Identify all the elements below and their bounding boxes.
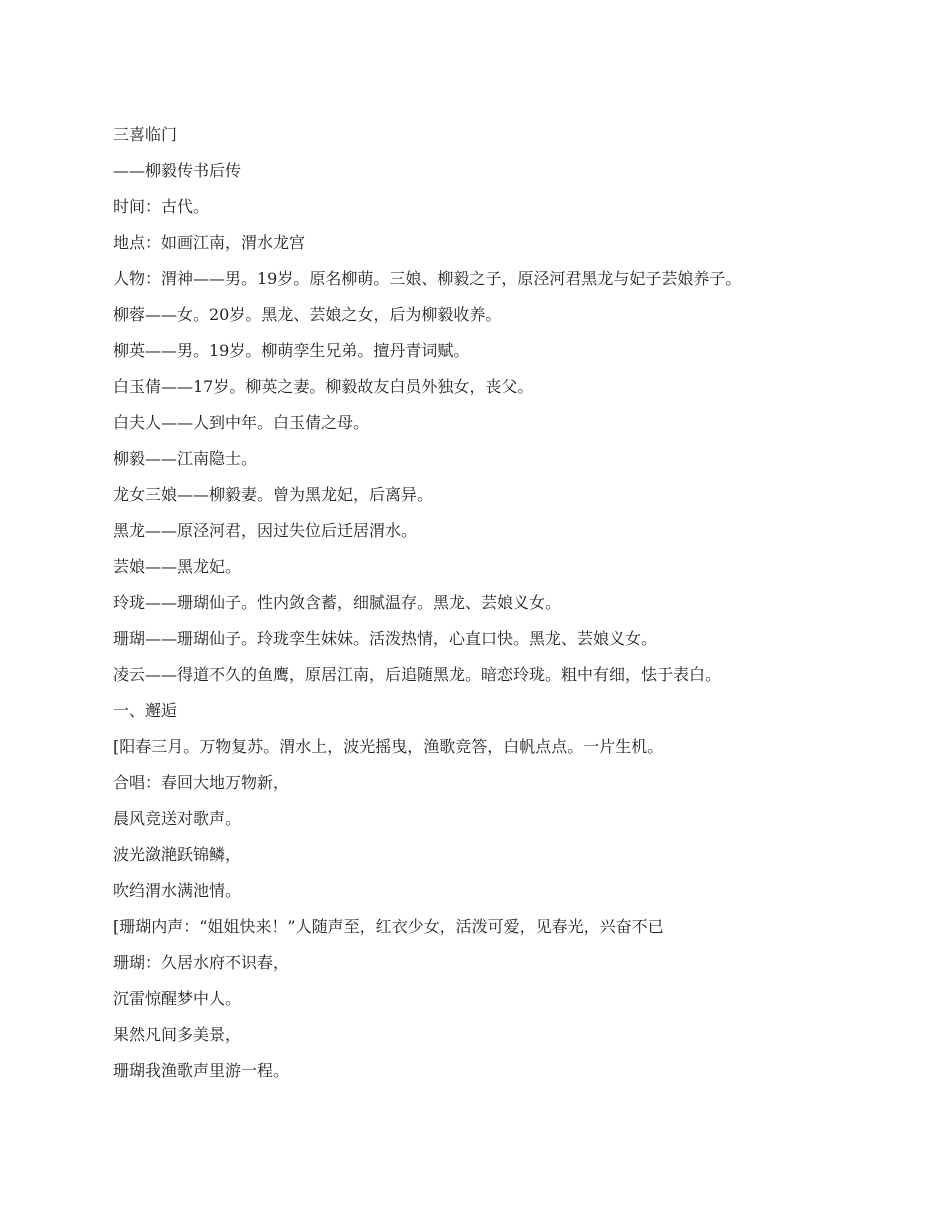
character-liurong: 柳蓉——女。20岁。黑龙、芸娘之女，后为柳毅收养。 xyxy=(113,305,502,324)
verse-line: 晨风竞送对歌声。 xyxy=(113,809,242,828)
verse-line: 合唱：春回大地万物新， xyxy=(113,773,290,792)
doc-subtitle: ——柳毅传书后传 xyxy=(113,161,242,180)
character-shanhu: 珊瑚——珊瑚仙子。玲珑孪生妹妹。活泼热情，心直口快。黑龙、芸娘义女。 xyxy=(113,629,658,648)
character-heilong: 黑龙——原泾河君，因过失位后迁居渭水。 xyxy=(113,521,418,540)
doc-title: 三喜临门 xyxy=(113,125,178,144)
verse-line: 沉雷惊醒梦中人。 xyxy=(113,989,242,1008)
character-lingyun: 凌云——得道不久的鱼鹰，原居江南，后追随黑龙。暗恋玲珑。粗中有细，怯于表白。 xyxy=(113,665,722,684)
verse-line: 波光潋滟跃锦鳞， xyxy=(113,845,242,864)
verse-line: 果然凡间多美景， xyxy=(113,1025,242,1044)
verse-line: 珊瑚：久居水府不识春， xyxy=(113,953,290,972)
setting-time: 时间：古代。 xyxy=(113,197,210,216)
character-baiyuqian: 白玉倩——17岁。柳英之妻。柳毅故友白员外独女，丧父。 xyxy=(113,377,534,396)
verse-line: 吹绉渭水满池情。 xyxy=(113,881,242,900)
verse-line: 珊瑚我渔歌声里游一程。 xyxy=(113,1061,290,1080)
stage-direction: [阳春三月。万物复苏。渭水上，波光摇曳，渔歌竞答，白帆点点。一片生机。 xyxy=(113,737,664,756)
character-yunniang: 芸娘——黑龙妃。 xyxy=(113,557,242,576)
document-body xyxy=(113,125,823,1097)
character-baifuren: 白夫人——人到中年。白玉倩之母。 xyxy=(113,413,370,432)
character-sanniang: 龙女三娘——柳毅妻。曾为黑龙妃，后离异。 xyxy=(113,485,434,504)
stage-direction: [珊瑚内声：“姐姐快来！”人随声至，红衣少女，活泼可爱，见春光，兴奋不已 xyxy=(113,917,664,936)
section-heading: 一、邂逅 xyxy=(113,701,178,720)
setting-place: 地点：如画江南，渭水龙宫 xyxy=(113,233,306,252)
character-liuying: 柳英——男。19岁。柳萌孪生兄弟。擅丹青词赋。 xyxy=(113,341,470,360)
character-linglong: 玲珑——珊瑚仙子。性内敛含蓄，细腻温存。黑龙、芸娘义女。 xyxy=(113,593,562,612)
character-liuyi: 柳毅——江南隐士。 xyxy=(113,449,258,468)
character-weishen: 人物：渭神——男。19岁。原名柳萌。三娘、柳毅之子，原泾河君黑龙与妃子芸娘养子。 xyxy=(113,269,742,288)
